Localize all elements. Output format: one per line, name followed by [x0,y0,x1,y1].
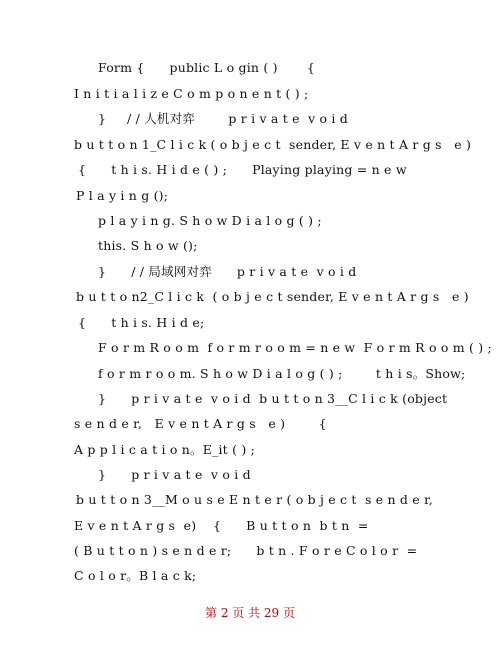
code-line: b u t t o n2_C l i c k ( o b j e c t sender, E v e n t A r g s e ) [76,289,469,304]
code-line: ( B u t t o n ) s e n d e r; b t n . F o r e C o l o r = [74,543,418,558]
code-line: A p p l i c a t i o n。E_it ( ) ; [74,442,255,457]
code-line: { t h i s. H i d e; [78,315,205,330]
code-line: this. S h o w (); [98,238,198,253]
code-line: p l a y i n g. S h o w D i a l o g ( ) ; [98,213,322,228]
code-line: s e n d e r, E v e n t A r g s e ) { [74,416,327,431]
code-line: Form { public L o gin ( ) { [98,60,316,75]
code-line: } p r i v a t e v o i d [98,467,251,482]
code-line: C o l o r。B l a c k; [74,568,197,583]
code-line: F o r m R o o m f o r m r o o m = n e w F o r m R o o m ( ) ; [98,340,492,355]
code-line: } / / 人机对弈 p r i v a t e v o i d [98,111,348,126]
code-line: } p r i v a t e v o i d b u t t o n 3__C l i c k (object [98,391,448,406]
code-line: { t h i s. H i d e ( ) ; Playing playing = n e w [78,162,407,177]
code-line: E v e n t A r g s e) { B u t t o n b t n = [74,518,369,533]
code-line: P l a y i n g (); [76,188,169,203]
code-line: } / / 局域网对弈 p r i v a t e v o i d [98,264,357,279]
code-line: b u t t o n 3__M o u s e E n t e r ( o b j e c t s e n d e r, [76,492,434,507]
code-line: I n i t i a l i z e C o m p o n e n t ( ) ; [74,86,309,101]
code-line: f o r m r o o m. S h o w D i a l o g ( ) ; t h i s。Show; [98,366,466,381]
page-number-footer: 第 2 页 共 29 页 [205,606,295,620]
code-line: b u t t o n 1_C l i c k ( o b j e c t sender, E v e n t A r g s e ) [74,137,472,152]
